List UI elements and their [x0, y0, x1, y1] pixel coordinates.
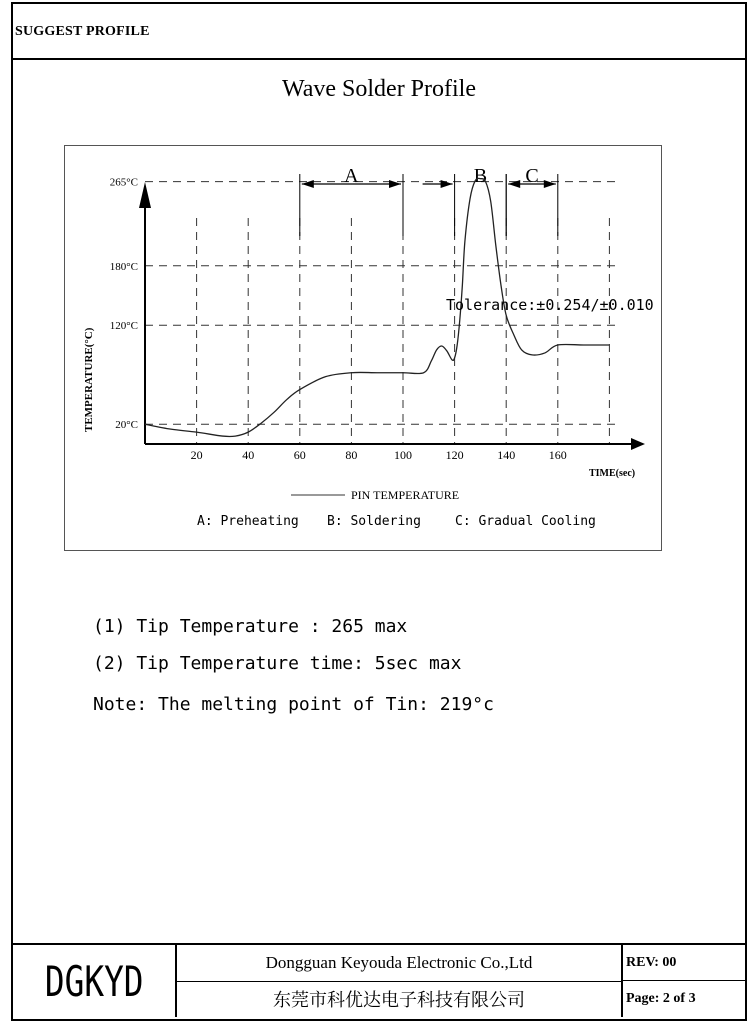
legend-preheating: A: Preheating	[197, 514, 299, 529]
region-label-b: B	[473, 165, 488, 187]
axes-layer	[139, 182, 645, 450]
x-axis-label: TIME(sec)	[589, 468, 636, 479]
x-axis-arrow	[631, 438, 645, 450]
page-number: Page: 2 of 3	[626, 991, 696, 1006]
x-tick-label: 40	[242, 448, 255, 462]
note-tip-temperature: (1) Tip Temperature : 265 max	[93, 616, 408, 637]
profile-chart	[64, 145, 662, 551]
legend	[197, 488, 596, 529]
note-tip-time: (2) Tip Temperature time: 5sec max	[93, 653, 462, 674]
logo-text: DGKYD	[44, 956, 144, 1006]
x-tick-label: 160	[548, 448, 567, 462]
y-tick-label: 120°C	[109, 320, 138, 333]
y-tick-label: 20°C	[115, 419, 138, 432]
x-tick-label: 60	[293, 448, 306, 462]
region-label-c: C	[525, 165, 539, 187]
x-tick-label: 120	[445, 448, 464, 462]
region-label-a: A	[344, 165, 359, 187]
x-tick-label: 80	[345, 448, 358, 462]
meta-block	[621, 945, 745, 1017]
y-tick-label: 265°C	[109, 176, 138, 189]
document-title: Wave Solder Profile	[281, 76, 476, 102]
y-axis-label: TEMPERATURE(°C)	[83, 327, 95, 432]
x-tick-label: 140	[497, 448, 516, 462]
legend-gradual-cooling: C: Gradual Cooling	[455, 514, 596, 529]
header-bar	[13, 4, 745, 60]
company-logo	[13, 945, 177, 1017]
profile-chart-svg	[65, 146, 661, 550]
y-axis-arrow	[139, 182, 151, 208]
company-name-en: Dongguan Keyouda Electronic Co.,Ltd	[177, 945, 621, 982]
footer	[13, 943, 745, 1019]
page-frame	[11, 2, 747, 1021]
legend-soldering: B: Soldering	[327, 514, 421, 529]
company-name-cn: 东莞市科优达电子科技有限公司	[273, 990, 525, 1011]
header-title: SUGGEST PROFILE	[15, 24, 150, 39]
revision: REV: 00	[623, 945, 745, 981]
company-block	[177, 945, 621, 1017]
x-tick-label: 20	[190, 448, 203, 462]
legend-series-label: PIN TEMPERATURE	[351, 488, 460, 502]
ticks-layer	[110, 177, 567, 462]
y-tick-label: 180°C	[109, 260, 138, 273]
x-tick-label: 100	[394, 448, 412, 462]
tolerance-annotation: Tolerance:±0.254/±0.010	[446, 296, 654, 314]
note-melting-point: Note: The melting point of Tin: 219°c	[93, 694, 494, 715]
regions-layer	[300, 165, 558, 236]
